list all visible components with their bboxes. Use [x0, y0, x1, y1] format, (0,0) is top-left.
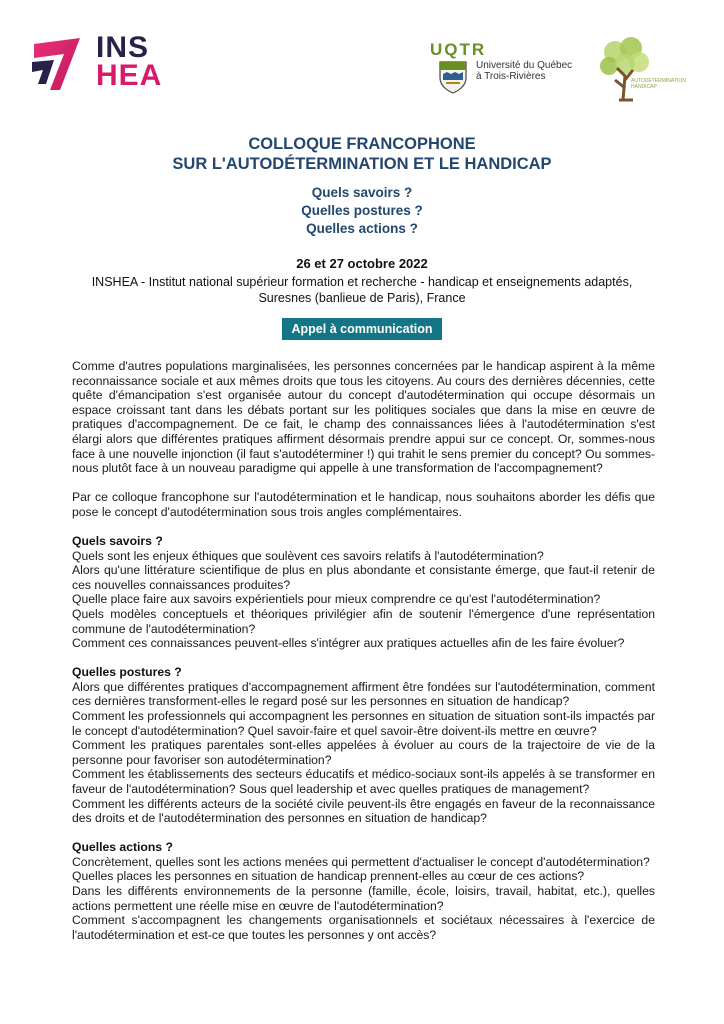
subtitle-line-1: Quels savoirs ? — [311, 185, 413, 200]
intro-paragraph-1: Comme d'autres populations marginalisées, les personnes concernées par le handicap aspirent à la même reconnaissance sociale et aux mêmes droits que tous les citoyens. Au cours des dernières décennies, cette quête d'émancipation s'est organisée autour du concept d'autodétermination qui occupe désormais un espace croissant tant dans les débats portant sur les politiques sociales que dans la mise en œuvre de pratiques d'accompagnement. De ce fait, le champ des connaissances liées à l'autodétermination s'est élargi alors que différentes pratiques affirment désormais prendre appui sur ce concept. Or, sommes-nous face à une nouvelle injonction (il faut s'autodéterminer !) qui trahit le sens premier du concept? Ou sommes-nous plutôt face à un nouveau paradigme qui appelle à une transformation de l'accompagnement? — [72, 359, 655, 476]
call-for-papers-badge: Appel à communication — [282, 318, 442, 340]
inshea-logo — [30, 31, 190, 104]
section-heading: Quelles actions ? — [72, 840, 173, 855]
question-line: Alors que différentes pratiques d'accompagnement affirment être fondées sur l'autodétermination, comment ces dernières transforment-elles le regard posé sur les personnes en situation de handicap? — [72, 679, 655, 709]
question-line: Comment les pratiques parentales sont-elles appelées à évoluer au cours de la trajectoire de vie de la personne pour favoriser son autodétermination? — [72, 738, 655, 767]
question-line: Comment les établissements des secteurs éducatifs et médico-sociaux sont-ils appelés à se transformer en faveur de l'autodétermination? Sous quel leadership et avec quelles pratiques de management? — [72, 767, 655, 796]
autodetermination-tree-logo — [595, 36, 695, 106]
page-header — [0, 0, 724, 110]
event-venue — [40, 274, 684, 306]
document-body — [72, 359, 655, 957]
question-line: Dans les différents environnements de la personne (famille, école, loisirs, travail, habitat, etc.), quelles actions permettent une réelle mise en œuvre de l'autodétermination? — [72, 884, 655, 913]
colloque-titles — [0, 134, 724, 238]
venue-line-2: Suresnes (banlieue de Paris), France — [258, 291, 466, 305]
tree-caption — [631, 78, 686, 90]
section-heading: Quelles postures ? — [72, 665, 182, 680]
section-postures — [72, 665, 655, 826]
question-line: Concrètement, quelles sont les actions menées qui permettent d'actualiser le concept d'autodétermination? — [72, 854, 650, 869]
uqtr-name — [476, 60, 572, 82]
question-line: Quelle place faire aux savoirs expérientiels pour mieux comprendre ce qu'est l'autodétermination? — [72, 592, 601, 607]
subtitle-line-2: Quelles postures ? — [301, 203, 423, 218]
tree-caption-line-2: HANDICAP — [631, 84, 657, 90]
question-line: Comment ces connaissances peuvent-elles s'intégrer aux pratiques actuelles afin de les faire évoluer? — [72, 636, 625, 651]
uqtr-name-line-2: à Trois-Rivières — [476, 71, 546, 82]
question-line: Quels sont les enjeux éthiques que soulèvent ces savoirs relatifs à l'autodétermination? — [72, 548, 544, 563]
section-actions — [72, 840, 655, 942]
question-line: Quelles places les personnes en situation de handicap prennent-elles au cœur de ces actions? — [72, 869, 585, 884]
event-dates: 26 et 27 octobre 2022 — [296, 256, 428, 271]
uqtr-name-line-1: Université du Québec — [476, 60, 573, 71]
tree-icon — [595, 36, 655, 102]
title-line-2: SUR L'AUTODÉTERMINATION ET LE HANDICAP — [172, 155, 552, 173]
intro-paragraph-2: Par ce colloque francophone sur l'autodétermination et le handicap, nous souhaitons aborder les défis que pose le concept d'autodétermination sous trois angles complémentaires. — [72, 490, 655, 519]
inshea-mark-icon — [30, 34, 92, 94]
section-savoirs — [72, 534, 655, 651]
question-line: Alors qu'une littérature scientifique de plus en plus abondante et consistante émerge, que faut-il retenir de ces nouvelles connaissances produites? — [72, 563, 655, 592]
venue-line-1: INSHEA - Institut national supérieur formation et recherche - handicap et enseignements adaptés, — [91, 275, 633, 289]
uqtr-logo — [428, 40, 578, 110]
tree-caption-line-1: AUTODÉTERMINATION — [631, 78, 686, 84]
title-line-1: COLLOQUE FRANCOPHONE — [248, 135, 476, 153]
question-line: Comment s'accompagnent les changements organisationnels et sociétaux nécessaires à l'exercice de l'autodétermination et est-ce que toutes les personnes y ont accès? — [72, 913, 655, 942]
uqtr-crest-icon — [438, 60, 468, 94]
inshea-line-2: HEA — [96, 59, 163, 92]
inshea-wordmark — [96, 31, 163, 92]
inshea-line-1: INS — [96, 31, 150, 64]
subtitle-group — [0, 184, 724, 238]
uqtr-wordmark: UQTR — [430, 40, 487, 59]
section-heading: Quels savoirs ? — [72, 533, 163, 548]
question-line: Quels modèles conceptuels et théoriques privilégier afin de soutenir l'émergence d'une représentation commune de l'autodétermination? — [72, 606, 655, 636]
question-line: Comment les professionnels qui accompagnent les personnes en situation de situation sont-ils impactés par le concept d'autodétermination? Quel savoir-faire et quel savoir-être doivent-ils mettre en œuvre? — [72, 708, 655, 738]
subtitle-line-3: Quelles actions ? — [306, 221, 418, 236]
question-line: Comment les différents acteurs de la société civile peuvent-ils être engagés en faveur de la reconnaissance des droits et de l'autodétermination des personnes en situation de handicap? — [72, 796, 655, 826]
